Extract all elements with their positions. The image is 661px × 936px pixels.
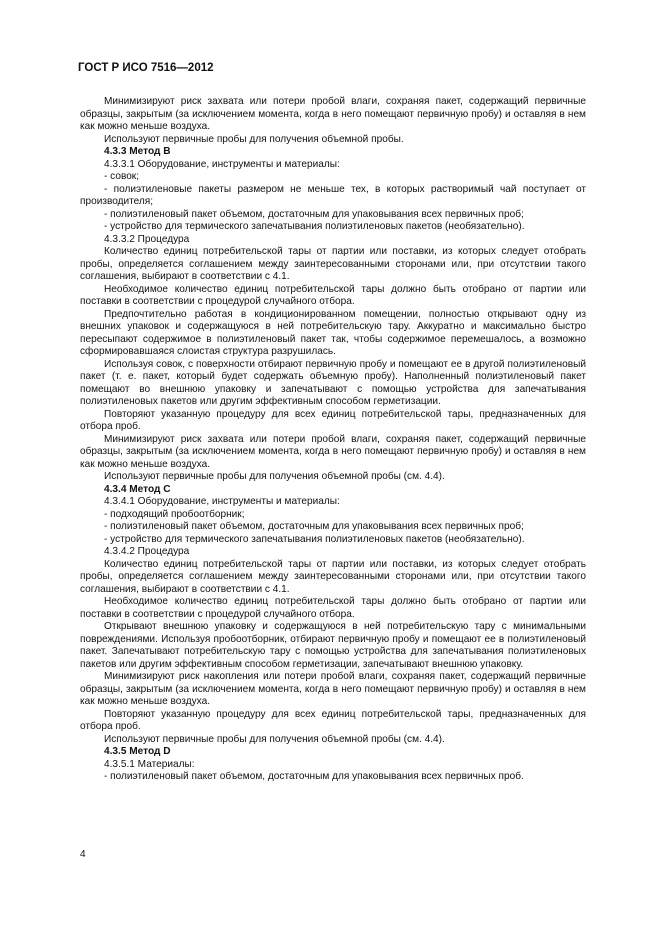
paragraph: Повторяют указанную процедуру для всех единиц потребительской тары, предназначенных для отбора проб. <box>80 408 586 432</box>
paragraph: Необходимое количество единиц потребительской тары должно быть отобрано от партии или поставки в соответствии с процедурой случайного отбора. <box>80 283 586 307</box>
paragraph: - устройство для термического запечатывания полиэтиленовых пакетов (необязательно). <box>104 221 525 232</box>
document-body <box>80 96 586 784</box>
paragraph: 4.3.3 Метод B <box>104 146 171 157</box>
paragraph: Используя совок, с поверхности отбирают первичную пробу и помещают ее в другой полиэтиленовый пакет (т. е. пакет, который будет содержать объемную пробу). Наполненный полиэтиленовый пакет помещают во внешнюю упаковку и запечатывают с помощью устройства для запечатывания полиэтиленовых пакетов или другим эффективным способом герметизации. <box>80 358 586 407</box>
paragraph: 4.3.3.2 Процедура <box>104 233 190 245</box>
paragraph: Открывают внешнюю упаковку и содержащуюся в ней потребительскую тару с минимальными повреждениями. Используя пробоотборник, отбирают первичную пробу и помещают ее в полиэтиленовый пакет. Запечатывают потребительскую тару с помощью устройства для запечатывания полиэтиленовых пакетов или другим эффективным способом герметизации, запечатывают внешнюю упаковку. <box>80 621 586 670</box>
paragraph: 4.3.5 Метод D <box>104 746 171 757</box>
paragraph: 4.3.4 Метод C <box>104 483 171 495</box>
paragraph: Используют первичные пробы для получения объемной пробы. <box>104 133 404 145</box>
paragraph: Используют первичные пробы для получения объемной пробы (см. 4.4). <box>104 471 445 482</box>
paragraph: 4.3.5.1 Материалы: <box>104 758 195 770</box>
paragraph: - полиэтиленовый пакет объемом, достаточным для упаковывания всех первичных проб; <box>104 521 524 532</box>
paragraph: 4.3.3.1 Оборудование, инструменты и материалы: <box>104 158 340 170</box>
paragraph: - полиэтиленовый пакет объемом, достаточным для упаковывания всех первичных проб. <box>104 771 524 782</box>
paragraph: 4.3.4.1 Оборудование, инструменты и материалы: <box>104 496 340 507</box>
paragraph: Количество единиц потребительской тары от партии или поставки, из которых следует отобрать пробы, определяется соглашением между заинтересованными сторонами или, при отсутствии такого соглашения, выбирают в соответствии с 4.1. <box>80 246 586 282</box>
paragraph: Предпочтительно работая в кондиционированном помещении, полностью открывают одну из внешних упаковок и содержащуюся в ней потребительскую тару. Аккуратно и максимально быстро пересыпают содержимое в полиэтиленовый пакет так, чтобы содержимое перемешалось, а возможно сформировавшаяся слоистая структура разрушилась. <box>80 308 586 357</box>
paragraph: Минимизируют риск накопления или потери пробой влаги, сохраняя пакет, содержащий первичные образцы, закрытым (за исключением момента, когда в него помещают первичную пробу) и оставляя в нем как можно меньше воздуха. <box>80 671 586 707</box>
paragraph: - полиэтиленовые пакеты размером не меньше тех, в которых растворимый чай поступает от производителя; <box>80 183 586 207</box>
paragraph: Повторяют указанную процедуру для всех единиц потребительской тары, предназначенных для отбора проб. <box>80 708 586 732</box>
page-number: 4 <box>80 849 86 860</box>
paragraph: 4.3.4.2 Процедура <box>104 546 190 557</box>
paragraph: Минимизируют риск захвата или потери пробой влаги, сохраняя пакет, содержащий первичные образцы, закрытым (за исключением момента, когда в него помещают первичную пробу) и оставляя в нем как можно меньше воздуха. <box>80 96 586 132</box>
document-header: ГОСТ Р ИСО 7516—2012 <box>78 62 214 74</box>
paragraph: Необходимое количество единиц потребительской тары должно быть отобрано от партии или поставки в соответствии с процедурой случайного отбора. <box>80 596 586 620</box>
paragraph: Минимизируют риск захвата или потери пробой влаги, сохраняя пакет, содержащий первичные образцы, закрытым (за исключением момента, когда в него помещают первичную пробу) и оставляя в нем как можно меньше воздуха. <box>80 433 586 470</box>
paragraph: - совок; <box>104 171 140 182</box>
paragraph: - устройство для термического запечатывания полиэтиленовых пакетов (необязательно). <box>104 533 525 545</box>
paragraph: - полиэтиленовый пакет объемом, достаточным для упаковывания всех первичных проб; <box>104 208 524 220</box>
paragraph: Используют первичные пробы для получения объемной пробы (см. 4.4). <box>104 733 445 745</box>
paragraph: - подходящий пробоотборник; <box>104 508 245 520</box>
paragraph: Количество единиц потребительской тары от партии или поставки, из которых следует отобрать пробы, определяется соглашением между заинтересованными сторонами или, при отсутствии такого соглашения, выбирают в соответствии с 4.1. <box>80 558 586 595</box>
